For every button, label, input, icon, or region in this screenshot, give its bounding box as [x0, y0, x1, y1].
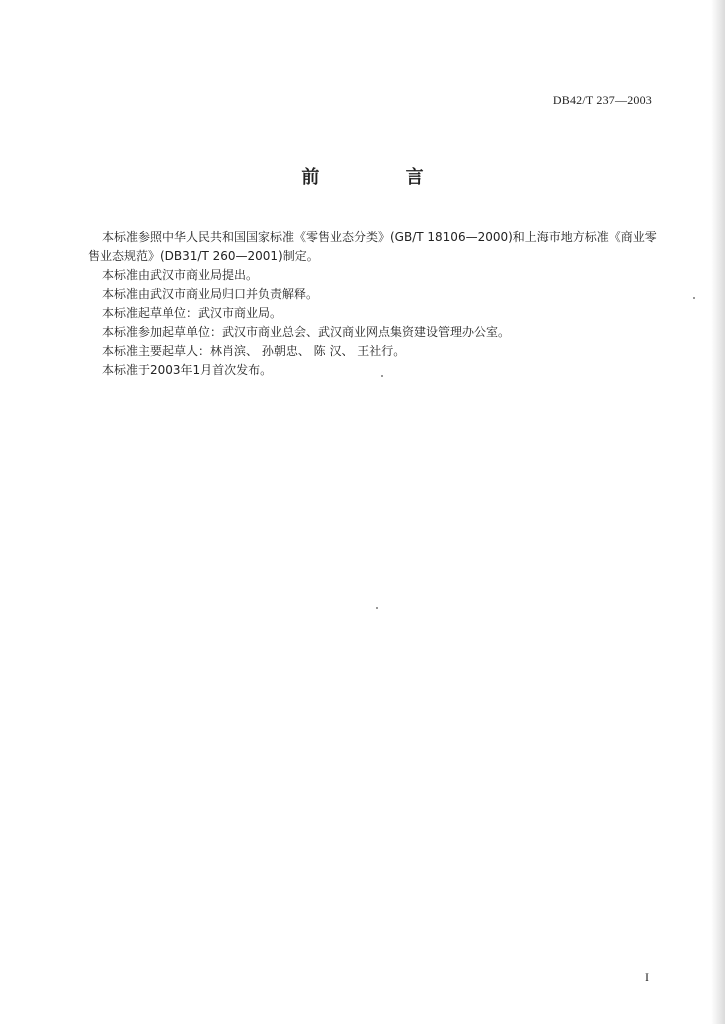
document-code: DB42/T 237—2003	[552, 93, 652, 107]
scan-speck	[376, 607, 378, 609]
page-edge-shadow	[711, 0, 725, 1024]
preface-paragraph: 本标准由武汉市商业局归口并负责解释。	[102, 287, 319, 301]
preface-paragraph: 本标准由武汉市商业局提出。	[102, 268, 259, 282]
section-title: 前 言	[301, 167, 464, 188]
preface-paragraph: 本标准主要起草人：林肖滨、 孙朝忠、 陈 汉、 王社行。	[102, 344, 406, 358]
preface-body	[88, 228, 658, 380]
page-number: I	[645, 970, 649, 984]
preface-paragraph: 本标准起草单位：武汉市商业局。	[102, 306, 283, 320]
scan-speck	[693, 297, 695, 299]
preface-paragraph: 本标准参照中华人民共和国国家标准《零售业态分类》(GB/T 18106—2000)和上海市地方标准《商业零售业态规范》(DB31/T 260—2001)制定。	[88, 230, 657, 263]
preface-paragraph: 本标准于2003年1月首次发布。	[102, 363, 273, 377]
preface-paragraph: 本标准参加起草单位：武汉市商业总会、武汉商业网点集资建设管理办公室。	[102, 325, 511, 339]
scan-speck	[381, 375, 383, 377]
